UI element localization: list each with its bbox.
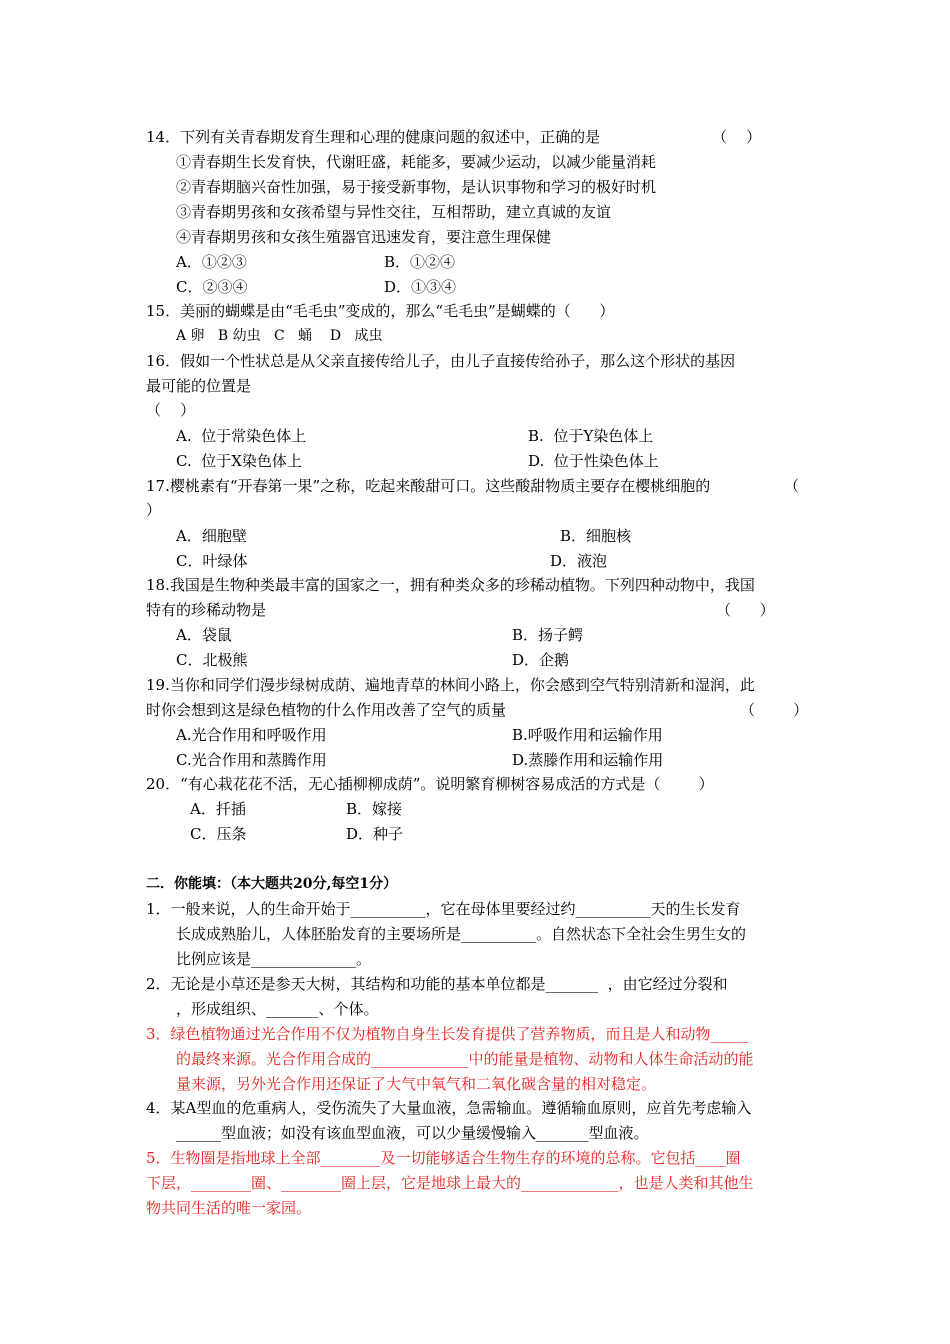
q19-option-c: C.光合作用和蒸腾作用	[176, 751, 327, 769]
q18-option-c: C．北极熊	[176, 651, 248, 669]
q15-stem: 15．美丽的蝴蝶是由“毛毛虫”变成的，那么“毛毛虫”是蝴蝶的（ ）	[146, 302, 615, 320]
q16-answer-paren: （ ）	[146, 401, 196, 419]
q14-statement-3: ③青春期男孩和女孩希望与异性交往，互相帮助，建立真诚的友谊	[176, 203, 612, 221]
q14-option-c: C．②③④	[176, 278, 248, 296]
fill-3-line-3: 量来源，另外光合作用还保证了大气中氧气和二氧化碳含量的相对稳定。	[176, 1075, 657, 1093]
q20-option-d: D．种子	[346, 825, 404, 843]
q18-option-d: D．企鹅	[512, 651, 570, 669]
q18-stem-line-2: 特有的珍稀动物是	[146, 601, 267, 619]
q17-stem: 17.樱桃素有“开春第一果”之称，吃起来酸甜可口。这些酸甜物质主要存在樱桃细胞的	[146, 477, 711, 495]
q19-option-d: D.蒸滕作用和运输作用	[512, 751, 664, 769]
q17-option-c: C．叶绿体	[176, 552, 248, 570]
q16-option-b: B. 位于Y染色体上	[528, 427, 654, 445]
fill-4-line-2: ______型血液；如没有该血型血液，可以少量缓慢输入_______型血液。	[176, 1124, 649, 1142]
q19-stem-line-2: 时你会想到这是绿色植物的什么作用改善了空气的质量	[146, 701, 507, 719]
q14-statement-2: ②青春期脑兴奋性加强，易于接受新事物，是认识事物和学习的极好时机	[176, 178, 657, 196]
q20-option-b: B．嫁接	[346, 800, 403, 818]
fill-5-line-1: 5．生物圈是指地球上全部________及一切能够适合生物生存的环境的总称。它包括____圈	[146, 1149, 741, 1167]
q15-options: A 卵 B 幼虫 C 蛹 D 成虫	[176, 328, 383, 344]
q17-option-b: B．细胞核	[560, 527, 632, 545]
q17-paren-close: ）	[146, 501, 162, 519]
fill-3-line-1: 3．绿色植物通过光合作用不仅为植物自身生长发育提供了营养物质，而且是人和动物_____	[146, 1025, 749, 1043]
q14-statement-1: ①青春期生长发育快，代谢旺盛，耗能多，要减少运动，以减少能量消耗	[176, 153, 657, 171]
fill-3-line-2: 的最终来源。光合作用合成的_____________中的能量是植物、动物和人体生命活动的能	[176, 1050, 754, 1068]
q14-option-d: D．①③④	[384, 278, 457, 296]
fill-1-line-3: 比例应该是______________。	[176, 950, 372, 968]
fill-2-line-1: 2．无论是小草还是参天大树，其结构和功能的基本单位都是_______ ，由它经过分裂和	[146, 975, 728, 993]
q14-statement-4: ④青春期男孩和女孩生殖器官迅速发育，要注意生理保健	[176, 228, 552, 246]
q14-option-a: A．①②③	[176, 253, 247, 271]
q14-answer-paren: （ ）	[712, 128, 762, 146]
q14-stem: 14．下列有关青春期发育生理和心理的健康问题的叙述中，正确的是	[146, 128, 601, 146]
q20-option-c: C．压条	[190, 825, 247, 843]
q19-option-b: B.呼吸作用和运输作用	[512, 726, 663, 744]
fill-1-line-2: 长成成熟胎儿，人体胚胎发育的主要场所是__________。自然状态下全社会生男生女的	[176, 925, 747, 943]
q19-answer-paren: （ ）	[740, 701, 809, 719]
q18-stem-line-1: 18.我国是生物种类最丰富的国家之一，拥有种类众多的珍稀动植物。下列四种动物中，我国	[146, 576, 755, 594]
q16-stem-line-1: 16．假如一个性状总是从父亲直接传给儿子，由儿子直接传给孙子，那么这个形状的基因	[146, 352, 736, 370]
fill-2-line-2: ，形成组织、_______、个体。	[176, 1000, 379, 1018]
q18-option-a: A．袋鼠	[176, 626, 232, 644]
q16-option-c: C. 位于X染色体上	[176, 452, 302, 470]
q16-option-a: A. 位于常染色体上	[176, 427, 307, 445]
q20-stem: 20．“有心栽花花不活，无心插柳柳成荫”。说明繁育柳树容易成活的方式是（ ）	[146, 775, 714, 793]
q16-stem-line-2: 最可能的位置是	[146, 377, 252, 395]
q19-option-a: A.光合作用和呼吸作用	[176, 726, 327, 744]
fill-5-line-3: 物共同生活的唯一家园。	[146, 1199, 312, 1217]
fill-4-line-1: 4．某A型血的危重病人，受伤流失了大量血液，急需输血。遵循输血原则，应首先考虑输入	[146, 1099, 752, 1117]
q18-answer-paren: （ ）	[716, 601, 775, 619]
q17-option-a: A．细胞壁	[176, 527, 247, 545]
q14-option-b: B．①②④	[384, 253, 456, 271]
q17-paren-open: （	[784, 477, 800, 495]
fill-5-line-2: 下层，________圈、________圈上层，它是地球上最大的_____________，也是人类和其他生	[146, 1174, 754, 1192]
q17-option-d: D．液泡	[550, 552, 608, 570]
q16-option-d: D. 位于性染色体上	[528, 452, 659, 470]
q19-stem-line-1: 19.当你和同学们漫步绿树成荫、遍地青草的林间小路上，你会感到空气特别清新和湿润，此	[146, 676, 755, 694]
section-2-heading: 二．你能填：（本大题共20分,每空1分）	[146, 876, 398, 892]
q18-option-b: B．扬子鳄	[512, 626, 584, 644]
q20-option-a: A．扦插	[190, 800, 246, 818]
fill-1-line-1: 1．一般来说，人的生命开始于__________，它在母体里要经过约__________天的生长发育	[146, 900, 741, 918]
